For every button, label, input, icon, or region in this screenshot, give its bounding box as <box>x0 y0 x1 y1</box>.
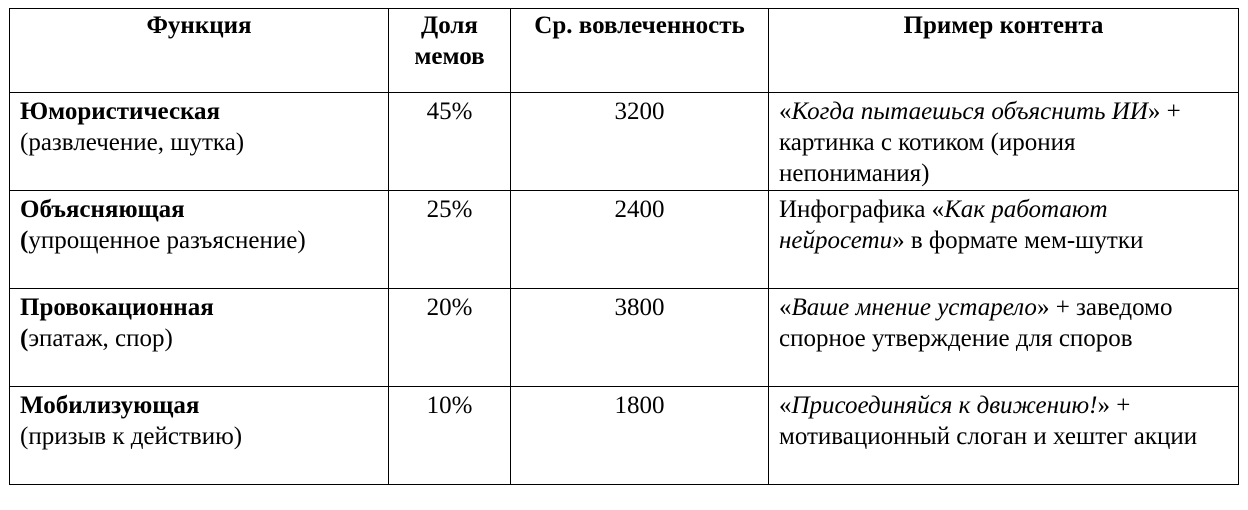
share-cell: 25% <box>389 191 511 289</box>
function-cell <box>10 93 389 191</box>
example-suffix: » + мотивационный слоган и хештег акции <box>779 392 1198 450</box>
header-example: Пример контента <box>769 9 1239 93</box>
function-name: Юмористическая <box>20 98 221 125</box>
engagement-cell: 3800 <box>511 289 769 387</box>
example-cell <box>769 191 1239 289</box>
example-quote: Как работают нейросети <box>779 196 1108 254</box>
function-name: Объясняющая <box>20 196 185 223</box>
function-cell <box>10 289 389 387</box>
share-cell: 45% <box>389 93 511 191</box>
header-share: Доля мемов <box>389 9 511 93</box>
function-name: Провокационная <box>20 294 214 321</box>
description-text: эпатаж, спор) <box>28 325 173 352</box>
function-description <box>20 127 378 158</box>
description-text: развлечение, шутка) <box>28 129 245 156</box>
engagement-cell: 3200 <box>511 93 769 191</box>
example-suffix: » + заведомо спорное утверждение для споров <box>779 294 1173 352</box>
engagement-cell: 1800 <box>511 387 769 485</box>
table-body <box>10 93 1239 485</box>
description-open-paren: ( <box>20 423 29 450</box>
example-suffix: » в формате мем-шутки <box>892 227 1144 254</box>
table-row <box>10 93 1239 191</box>
example-prefix: Инфографика « <box>779 196 945 223</box>
example-prefix: « <box>779 98 792 125</box>
table-row <box>10 387 1239 485</box>
description-open-paren: ( <box>20 227 29 254</box>
table-row <box>10 191 1239 289</box>
example-prefix: « <box>779 392 792 419</box>
example-quote: Когда пытаешься объяснить ИИ <box>791 98 1148 125</box>
function-cell <box>10 191 389 289</box>
function-cell <box>10 387 389 485</box>
meme-functions-table <box>9 8 1239 485</box>
table-row <box>10 289 1239 387</box>
description-text: призыв к действию) <box>28 423 243 450</box>
function-name: Мобилизующая <box>20 392 200 419</box>
example-prefix: « <box>779 294 792 321</box>
share-cell: 10% <box>389 387 511 485</box>
function-description <box>20 225 378 256</box>
header-engagement: Ср. вовлеченность <box>511 9 769 93</box>
example-cell <box>769 93 1239 191</box>
table-header <box>10 9 1239 93</box>
example-quote: Присоединяйся к движению! <box>791 392 1098 419</box>
engagement-cell: 2400 <box>511 191 769 289</box>
example-suffix: » + картинка с котиком (ирония непонимания) <box>779 98 1181 187</box>
example-quote: Ваше мнение устарело <box>791 294 1037 321</box>
function-description <box>20 323 378 354</box>
function-description <box>20 421 378 452</box>
example-cell <box>769 289 1239 387</box>
example-cell <box>769 387 1239 485</box>
description-open-paren: ( <box>20 129 29 156</box>
header-function: Функция <box>10 9 389 93</box>
description-text: упрощенное разъяснение) <box>28 227 306 254</box>
description-open-paren: ( <box>20 325 29 352</box>
header-row <box>10 9 1239 93</box>
share-cell: 20% <box>389 289 511 387</box>
